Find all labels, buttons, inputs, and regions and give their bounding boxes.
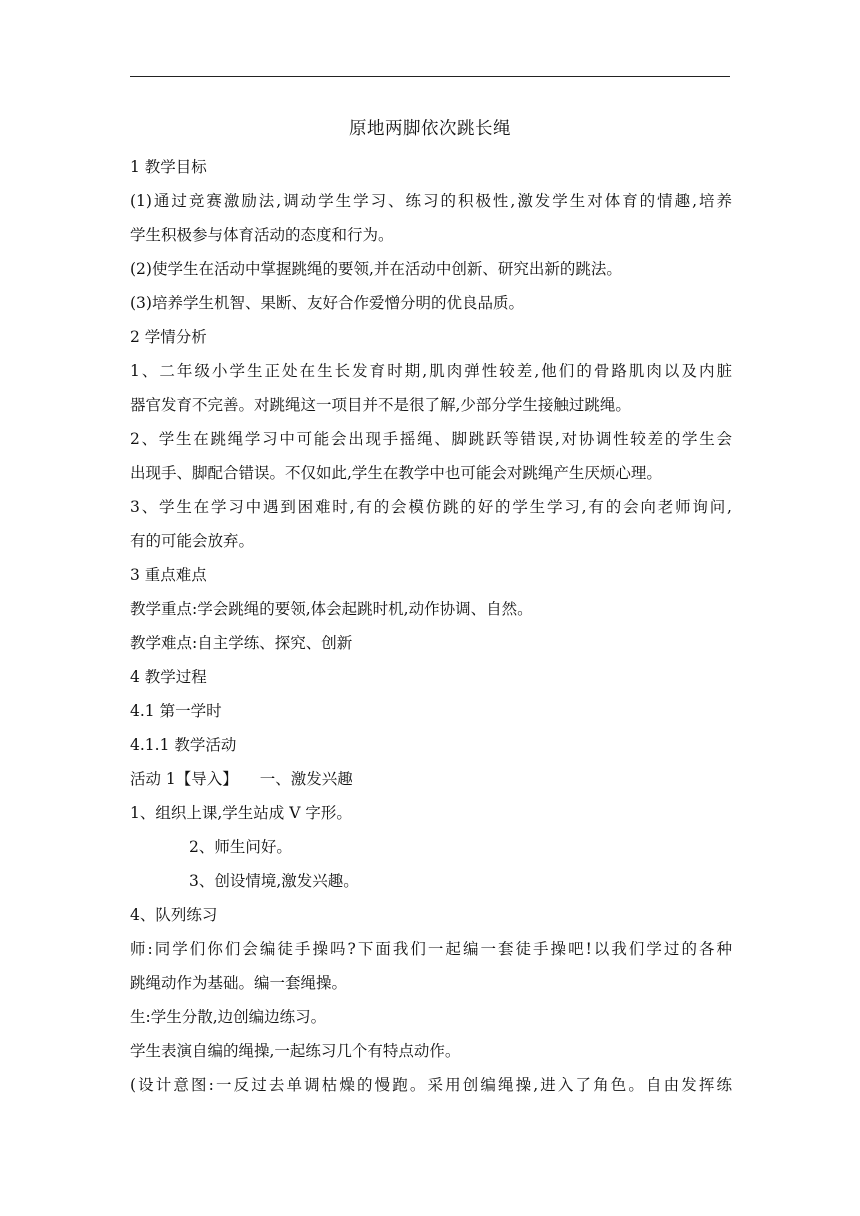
document-body — [130, 150, 732, 1102]
student-line: 生:学生分散,边创编边练习。 — [130, 1008, 327, 1026]
activity-1-title: 一、激发兴趣 — [259, 770, 353, 788]
analysis-2-line-1: 2、学生在跳绳学习中可能会出现手摇绳、脚跳跃等错误,对协调性较差的学生会 — [130, 430, 732, 448]
analysis-3-line-2: 有的可能会放弃。 — [130, 532, 255, 550]
document-title: 原地两脚依次跳长绳 — [349, 119, 511, 139]
analysis-2-line-2: 出现手、脚配合错误。不仅如此,学生在教学中也可能会对跳绳产生厌烦心理。 — [130, 464, 662, 482]
step-1: 1、组织上课,学生站成 V 字形。 — [130, 804, 352, 822]
section-heading-keypoints: 3 重点难点 — [130, 566, 207, 584]
keypoint-difficulty: 教学难点:自主学练、探究、创新 — [130, 634, 353, 652]
teacher-line-2: 跳绳动作为基础。编一套绳操。 — [130, 974, 348, 992]
header-rule — [130, 76, 730, 77]
perform-line: 学生表演自编的绳操,一起练习几个有特点动作。 — [130, 1042, 461, 1060]
activity-1-heading — [130, 762, 732, 796]
goal-2: (2)使学生在活动中掌握跳绳的要领,并在活动中创新、研究出新的跳法。 — [130, 260, 622, 278]
step-2: 2、师生问好。 — [189, 838, 292, 856]
analysis-1-line-1: 1、二年级小学生正处在生长发育时期,肌肉弹性较差,他们的骨路肌肉以及内脏 — [130, 362, 732, 380]
goal-1-line-2: 学生积极参与体育活动的态度和行为。 — [130, 226, 394, 244]
lesson-heading: 4.1 第一学时 — [130, 702, 222, 720]
section-heading-analysis: 2 学情分析 — [130, 328, 207, 346]
step-3: 3、创设情境,激发兴趣。 — [189, 872, 359, 890]
goal-3: (3)培养学生机智、果断、友好合作爱憎分明的优良品质。 — [130, 294, 524, 312]
design-intent-line: (设计意图:一反过去单调枯燥的慢跑。采用创编绳操,进入了角色。自由发挥练 — [130, 1076, 732, 1094]
activity-heading: 4.1.1 教学活动 — [130, 736, 237, 754]
section-heading-process: 4 教学过程 — [130, 668, 207, 686]
activity-1-label: 活动 1【导入】 — [130, 770, 238, 788]
section-heading-goals: 1 教学目标 — [130, 158, 207, 176]
teacher-line-1: 师:同学们你们会编徒手操吗?下面我们一起编一套徒手操吧!以我们学过的各种 — [130, 940, 732, 958]
step-4: 4、队列练习 — [130, 906, 218, 924]
analysis-3-line-1: 3、学生在学习中遇到困难时,有的会模仿跳的好的学生学习,有的会向老师询问, — [130, 498, 732, 516]
goal-1-line-1: (1)通过竞赛激励法,调动学生学习、练习的积极性,激发学生对体育的情趣,培养 — [130, 192, 732, 210]
keypoint-focus: 教学重点:学会跳绳的要领,体会起跳时机,动作协调、自然。 — [130, 600, 533, 618]
analysis-1-line-2: 器官发育不完善。对跳绳这一项目并不是很了解,少部分学生接触过跳绳。 — [130, 396, 631, 414]
